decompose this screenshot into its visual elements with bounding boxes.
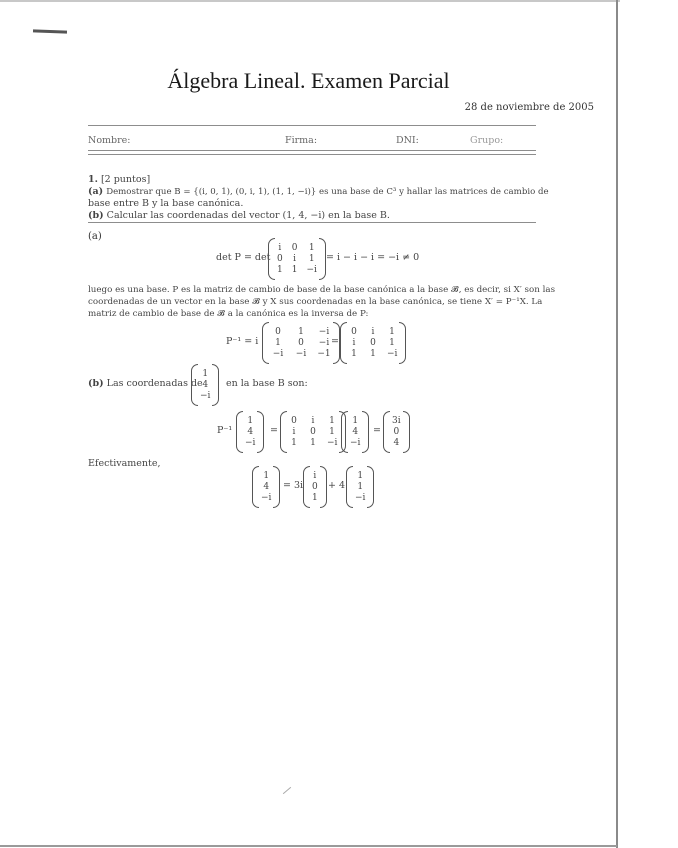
efectivamente-text: Efectivamente,	[88, 458, 161, 469]
matrix-entry: 0	[370, 338, 376, 348]
matrix-entry: −i	[245, 438, 256, 448]
calc-vector-2	[341, 411, 369, 453]
left-paren	[383, 411, 390, 453]
page-edge-bottom	[0, 845, 617, 847]
matrix-entry: 1	[298, 327, 304, 337]
calc-matrix-cells	[287, 416, 339, 448]
right-paren	[367, 466, 374, 508]
matrix-entry: 1	[275, 338, 281, 348]
matrix-entry: −i	[295, 349, 307, 359]
right-paren	[403, 411, 410, 453]
matrix-entry: i	[293, 254, 297, 264]
check-vector-cells	[259, 471, 273, 503]
problem-part-a	[88, 186, 549, 198]
solution-a-label: (a)	[88, 231, 102, 242]
matrix-entry: 1	[329, 416, 335, 426]
calc-result-cells	[390, 416, 403, 448]
inverse-matrix	[262, 322, 340, 364]
right-paren	[212, 364, 219, 406]
problem-rule	[88, 222, 536, 223]
field-firma: Firma:	[285, 135, 318, 146]
matrix-entry: 0	[275, 327, 281, 337]
right-paren	[320, 466, 327, 508]
inverse-eq: =	[331, 336, 339, 347]
matrix-entry: −i	[355, 493, 366, 503]
check-eq: = 3i	[283, 480, 304, 491]
det-lhs: det P = det	[216, 252, 271, 263]
matrix-entry: 4	[352, 427, 359, 437]
matrix-entry: −i	[318, 338, 330, 348]
matrix-entry: 1	[247, 416, 254, 426]
matrix-entry: −i	[306, 265, 317, 275]
left-paren	[280, 411, 287, 453]
field-dni: DNI:	[396, 135, 419, 146]
solution-b-label: (b)	[88, 378, 104, 389]
left-paren	[268, 238, 275, 280]
calc-vector-2-cells	[348, 416, 362, 448]
b-text-post: en la base B son:	[226, 378, 308, 389]
calc-result	[383, 411, 410, 453]
exam-date: 28 de noviembre de 2005	[464, 102, 594, 113]
matrix-entry: 1	[277, 265, 283, 275]
left-paren	[303, 466, 310, 508]
matrix-entry: 1	[202, 369, 209, 379]
field-nombre: Nombre:	[88, 135, 131, 146]
calc-vector	[236, 411, 264, 453]
matrix-entry: −i	[327, 438, 338, 448]
part-a-line1: Demostrar que B = {(i, 0, 1), (0, i, 1), (1, 1, −i)} es una base de C³ y hallar las matrices de cambio de	[106, 187, 549, 197]
inverse-result-cells	[347, 327, 399, 359]
header-rule-top	[88, 125, 536, 126]
matrix-entry: 4	[247, 427, 254, 437]
matrix-entry: i	[311, 416, 315, 426]
calc-matrix	[280, 411, 346, 453]
calc-pinv: P⁻¹	[217, 425, 233, 436]
matrix-entry: 0	[393, 427, 400, 437]
problem-header	[88, 174, 150, 186]
calc-vector-cells	[243, 416, 257, 448]
matrix-entry: 1	[291, 438, 297, 448]
problem-number: 1.	[88, 174, 98, 185]
matrix-entry: 1	[329, 427, 335, 437]
matrix-entry: −i	[261, 493, 272, 503]
matrix-entry: 1	[310, 438, 316, 448]
b-vector	[191, 364, 219, 406]
matrix-entry: 1	[308, 243, 315, 253]
matrix-entry: 1	[389, 338, 395, 348]
left-paren	[262, 322, 269, 364]
matrix-entry: 1	[357, 482, 364, 492]
matrix-entry: 1	[357, 471, 364, 481]
check-vector	[252, 466, 280, 508]
part-a-label: (a)	[88, 186, 104, 197]
staple-mark	[33, 29, 67, 33]
check-v2-cells	[353, 471, 367, 503]
matrix-entry: 0	[351, 327, 357, 337]
explanation-line1: luego es una base. P es la matriz de cambio de base de la base canónica a la base 𝓑, es decir, si X′ son las	[88, 285, 556, 295]
matrix-entry: −i	[350, 438, 361, 448]
right-paren	[362, 411, 369, 453]
calc-eq-2: =	[373, 425, 381, 436]
matrix-entry: 1	[312, 493, 318, 503]
matrix-entry: 1	[352, 416, 359, 426]
part-a-line2: base entre B y la base canónica.	[88, 198, 244, 209]
det-matrix	[268, 238, 326, 280]
matrix-entry: −i	[318, 327, 330, 337]
inverse-result-matrix	[340, 322, 406, 364]
matrix-entry: i	[278, 243, 282, 253]
header-rule-bottom	[88, 154, 536, 155]
explanation-line2: coordenadas de un vector en la base 𝓑 y X sus coordenadas en la base canónica, se tiene X′ = P⁻¹X. La	[88, 297, 543, 307]
matrix-entry: 4	[263, 482, 270, 492]
matrix-entry: −i	[200, 391, 211, 401]
matrix-entry: 1	[389, 327, 395, 337]
left-paren	[341, 411, 348, 453]
matrix-entry: −i	[272, 349, 284, 359]
matrix-entry: i	[313, 471, 317, 481]
page-edge-right	[616, 0, 618, 848]
header-rule-mid	[88, 150, 536, 151]
det-rhs: = i − i − i = −i ≠ 0	[326, 252, 420, 263]
part-b-text: Calcular las coordenadas del vector (1, 4, −i) en la base B.	[106, 210, 390, 221]
explanation-line3: matriz de cambio de base de 𝓑 a la canónica es la inversa de P:	[88, 309, 369, 319]
matrix-entry: 0	[298, 338, 304, 348]
matrix-entry: 1	[351, 349, 357, 359]
matrix-entry: −i	[387, 349, 398, 359]
matrix-entry: −1	[317, 349, 331, 359]
matrix-entry: i	[352, 338, 356, 348]
matrix-entry: 0	[291, 243, 298, 253]
matrix-entry: 1	[370, 349, 376, 359]
matrix-entry: 3i	[392, 416, 401, 426]
exam-title: Álgebra Lineal. Examen Parcial	[167, 68, 450, 93]
matrix-entry: 0	[310, 427, 316, 437]
matrix-entry: 1	[308, 254, 315, 264]
matrix-entry: 0	[312, 482, 318, 492]
matrix-entry: 4	[202, 380, 209, 390]
right-paren	[399, 322, 406, 364]
b-vector-cells	[198, 369, 212, 401]
inverse-lhs: P⁻¹ = i	[226, 336, 259, 347]
right-paren	[319, 238, 326, 280]
left-paren	[236, 411, 243, 453]
left-paren	[191, 364, 198, 406]
right-paren	[257, 411, 264, 453]
matrix-entry: i	[292, 427, 296, 437]
inverse-matrix-cells	[269, 327, 333, 359]
check-v1-cells	[310, 471, 320, 503]
det-matrix-cells	[275, 243, 319, 275]
problem-points: [2 puntos]	[100, 174, 151, 185]
problem-part-b	[88, 210, 390, 222]
check-plus: + 4	[328, 480, 346, 491]
left-paren	[340, 322, 347, 364]
check-v1	[303, 466, 327, 508]
part-b-label: (b)	[88, 210, 104, 221]
check-v2	[346, 466, 374, 508]
matrix-entry: i	[371, 327, 375, 337]
pencil-smudge	[283, 787, 291, 794]
field-grupo: Grupo:	[470, 135, 504, 146]
calc-eq-1: =	[270, 425, 278, 436]
matrix-entry: 4	[393, 438, 400, 448]
left-paren	[346, 466, 353, 508]
matrix-entry: 1	[291, 265, 298, 275]
left-paren	[252, 466, 259, 508]
page-edge-top	[0, 0, 620, 2]
b-text-pre: Las coordenadas de	[106, 378, 203, 389]
right-paren	[273, 466, 280, 508]
matrix-entry: 1	[263, 471, 270, 481]
matrix-entry: 0	[277, 254, 283, 264]
matrix-entry: 0	[291, 416, 297, 426]
solution-b-text-pre	[88, 378, 203, 390]
